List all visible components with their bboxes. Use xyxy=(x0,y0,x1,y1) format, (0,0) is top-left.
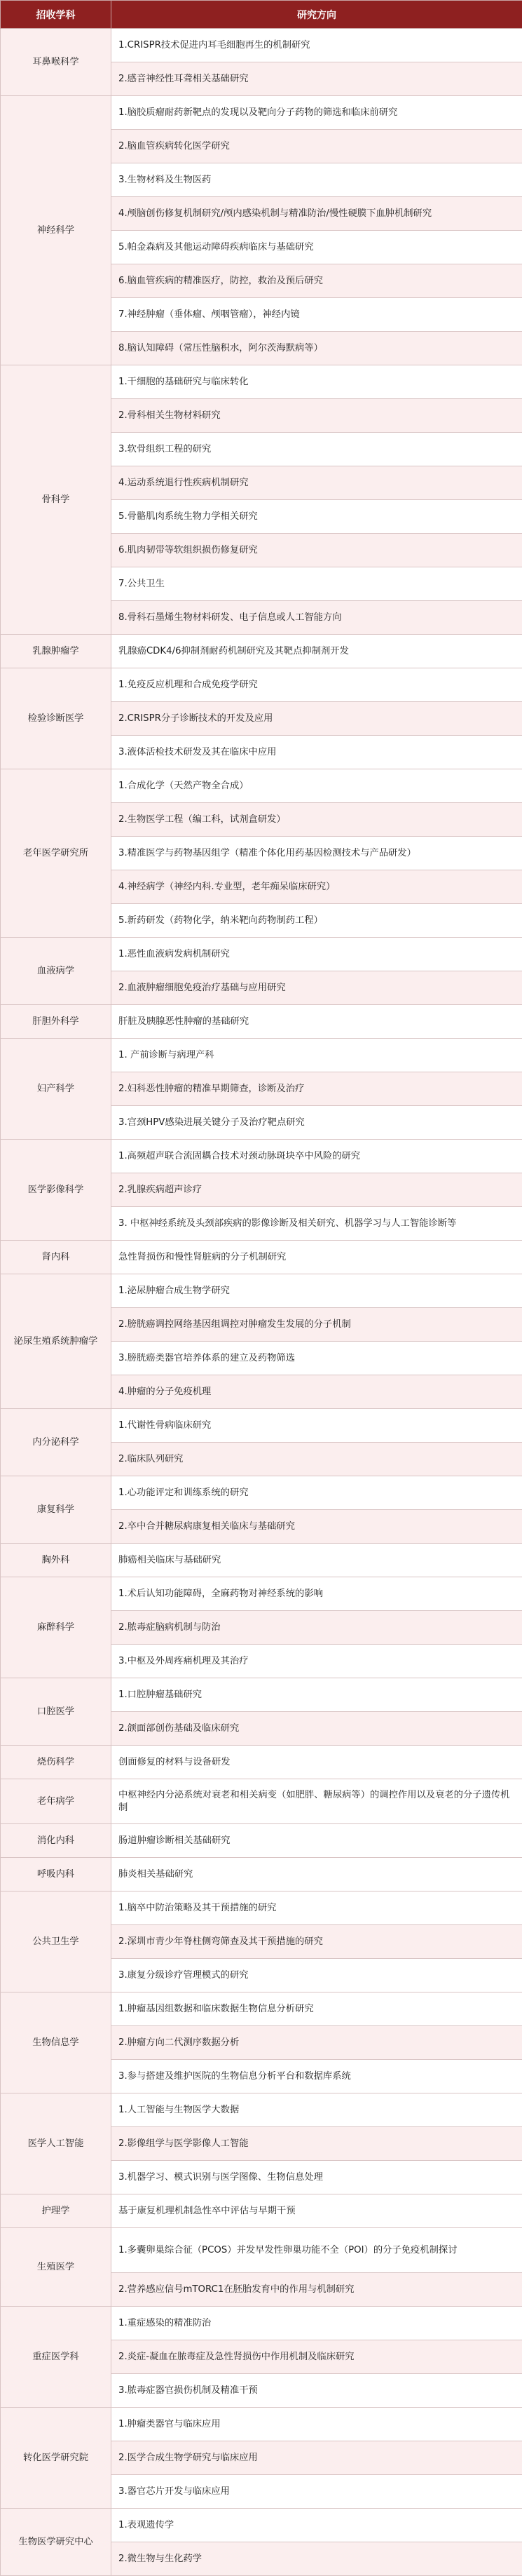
direction-cell: 1.口腔肿瘤基础研究 xyxy=(111,1678,522,1712)
table-row xyxy=(1,1241,522,1274)
table-row xyxy=(1,96,522,130)
direction-cell: 肺炎相关基础研究 xyxy=(111,1858,522,1891)
direction-cell: 6.肌肉韧带等软组织损伤修复研究 xyxy=(111,534,522,567)
direction-cell: 1.肿瘤基因组数据和临床数据生物信息分析研究 xyxy=(111,1992,522,2026)
table-row xyxy=(1,1140,522,1173)
table-row xyxy=(1,1746,522,1779)
direction-cell: 3.机器学习、模式识别与医学图像、生物信息处理 xyxy=(111,2161,522,2194)
direction-cell: 1.表观遗传学 xyxy=(111,2509,522,2542)
table-row xyxy=(1,1824,522,1858)
table-row xyxy=(1,1476,522,1510)
direction-cell: 2.颌面部创伤基础及临床研究 xyxy=(111,1712,522,1746)
direction-cell: 7.公共卫生 xyxy=(111,567,522,601)
table-row xyxy=(1,1779,522,1824)
subject-cell: 消化内科 xyxy=(1,1824,111,1858)
direction-cell: 2.深圳市青少年脊柱侧弯筛查及其干预措施的研究 xyxy=(111,1925,522,1959)
direction-cell: 1.合成化学（天然产物全合成） xyxy=(111,769,522,803)
direction-cell: 2.影像组学与医学影像人工智能 xyxy=(111,2127,522,2161)
direction-cell: 基于康复机理机制急性卒中评估与早期干预 xyxy=(111,2194,522,2228)
table-row xyxy=(1,2408,522,2441)
table-row xyxy=(1,1274,522,1308)
direction-cell: 2.脑血管疾病转化医学研究 xyxy=(111,130,522,163)
direction-cell: 3.脓毒症器官损伤机制及精准干预 xyxy=(111,2374,522,2408)
table-body xyxy=(1,29,522,2576)
subject-cell: 生殖医学 xyxy=(1,2228,111,2307)
direction-cell: 1.干细胞的基础研究与临床转化 xyxy=(111,365,522,399)
direction-cell: 8.骨科石墨烯生物材料研发、电子信息或人工智能方向 xyxy=(111,601,522,635)
direction-cell: 2.感音神经性耳聋相关基础研究 xyxy=(111,62,522,96)
direction-cell: 3.宫颈HPV感染进展关键分子及治疗靶点研究 xyxy=(111,1106,522,1140)
direction-cell: 3.器官芯片开发与临床应用 xyxy=(111,2475,522,2509)
direction-cell: 1.代谢性骨病临床研究 xyxy=(111,1409,522,1443)
table-row xyxy=(1,1039,522,1072)
direction-cell: 2.血液肿瘤细胞免疫治疗基础与应用研究 xyxy=(111,971,522,1005)
table-header-row xyxy=(1,1,522,29)
subject-cell: 生物信息学 xyxy=(1,1992,111,2093)
direction-cell: 1.多囊卵巢综合征（PCOS）并发早发性卵巢功能不全（POI）的分子免疫机制探讨 xyxy=(111,2228,522,2273)
subject-cell: 老年医学研究所 xyxy=(1,769,111,938)
direction-cell: 2.肿瘤方向二代测序数据分析 xyxy=(111,2026,522,2060)
direction-cell: 2.妇科恶性肿瘤的精准早期筛查，诊断及治疗 xyxy=(111,1072,522,1106)
direction-cell: 3. 中枢神经系统及头颈部疾病的影像诊断及相关研究、机器学习与人工智能诊断等 xyxy=(111,1207,522,1241)
subject-cell: 烧伤科学 xyxy=(1,1746,111,1779)
subject-cell: 转化医学研究院 xyxy=(1,2408,111,2509)
subject-cell: 妇产科学 xyxy=(1,1039,111,1140)
direction-cell: 1.恶性血液病发病机制研究 xyxy=(111,938,522,971)
subject-cell: 神经科学 xyxy=(1,96,111,365)
direction-cell: 创面修复的材料与设备研发 xyxy=(111,1746,522,1779)
direction-cell: 5.骨骼肌肉系统生物力学相关研究 xyxy=(111,500,522,534)
table-row xyxy=(1,1409,522,1443)
direction-cell: 1.泌尿肿瘤合成生物学研究 xyxy=(111,1274,522,1308)
table-row xyxy=(1,2194,522,2228)
table-row xyxy=(1,1005,522,1039)
direction-cell: 1.术后认知功能障碍，全麻药物对神经系统的影响 xyxy=(111,1577,522,1611)
direction-cell: 1.脑胶质瘤耐药新靶点的发现以及靶向分子药物的筛选和临床前研究 xyxy=(111,96,522,130)
subject-cell: 老年病学 xyxy=(1,1779,111,1824)
direction-cell: 3.生物材料及生物医药 xyxy=(111,163,522,197)
table-row xyxy=(1,635,522,668)
direction-cell: 5.帕金森病及其他运动障碍疾病临床与基础研究 xyxy=(111,231,522,264)
direction-cell: 乳腺癌CDK4/6抑制剂耐药机制研究及其靶点抑制剂开发 xyxy=(111,635,522,668)
subject-cell: 内分泌科学 xyxy=(1,1409,111,1476)
direction-cell: 3.膀胱癌类器官培养体系的建立及药物筛选 xyxy=(111,1342,522,1375)
direction-cell: 3.液体活检技术研发及其在临床中应用 xyxy=(111,736,522,769)
direction-cell: 2.临床队列研究 xyxy=(111,1443,522,1476)
table-row xyxy=(1,2093,522,2127)
subject-cell: 口腔医学 xyxy=(1,1678,111,1746)
subject-cell: 泌尿生殖系统肿瘤学 xyxy=(1,1274,111,1409)
table-row xyxy=(1,1992,522,2026)
direction-cell: 2.乳腺疾病超声诊疗 xyxy=(111,1173,522,1207)
direction-cell: 中枢神经内分泌系统对衰老和相关病变（如肥胖、糖尿病等）的调控作用以及衰老的分子遗传机制 xyxy=(111,1779,522,1824)
table-row xyxy=(1,1577,522,1611)
direction-cell: 1. 产前诊断与病理产科 xyxy=(111,1039,522,1072)
direction-cell: 肺癌相关临床与基础研究 xyxy=(111,1544,522,1577)
direction-cell: 2.骨科相关生物材料研究 xyxy=(111,399,522,433)
subject-cell: 乳腺肿瘤学 xyxy=(1,635,111,668)
direction-cell: 1.免疫反应机理和合成免疫学研究 xyxy=(111,668,522,702)
direction-cell: 1.人工智能与生物医学大数据 xyxy=(111,2093,522,2127)
subject-cell: 肝胆外科学 xyxy=(1,1005,111,1039)
direction-cell: 1.心功能评定和训练系统的研究 xyxy=(111,1476,522,1510)
table-row xyxy=(1,2307,522,2340)
direction-cell: 4.颅脑创伤修复机制研究/颅内感染机制与精准防治/慢性硬膜下血肿机制研究 xyxy=(111,197,522,231)
subject-cell: 肾内科 xyxy=(1,1241,111,1274)
table-row xyxy=(1,365,522,399)
table-row xyxy=(1,1891,522,1925)
direction-cell: 2.卒中合并糖尿病康复相关临床与基础研究 xyxy=(111,1510,522,1544)
direction-cell: 2.生物医学工程（编工科，试剂盒研发） xyxy=(111,803,522,837)
subject-cell: 康复科学 xyxy=(1,1476,111,1544)
direction-cell: 肠道肿瘤诊断相关基础研究 xyxy=(111,1824,522,1858)
direction-cell: 2.CRISPR分子诊断技术的开发及应用 xyxy=(111,702,522,736)
direction-cell: 1.肿瘤类器官与临床应用 xyxy=(111,2408,522,2441)
direction-cell: 7.神经肿瘤（垂体瘤、颅咽管瘤），神经内镜 xyxy=(111,298,522,332)
direction-cell: 2.炎症-凝血在脓毒症及急性肾损伤中作用机制及临床研究 xyxy=(111,2340,522,2374)
table-row xyxy=(1,938,522,971)
direction-cell: 3.参与搭建及维护医院的生物信息分析平台和数据库系统 xyxy=(111,2060,522,2093)
table-row xyxy=(1,668,522,702)
subject-cell: 麻醉科学 xyxy=(1,1577,111,1678)
direction-cell: 3.软骨组织工程的研究 xyxy=(111,433,522,466)
direction-cell: 急性肾损伤和慢性肾脏病的分子机制研究 xyxy=(111,1241,522,1274)
table-row xyxy=(1,29,522,62)
direction-cell: 3.精准医学与药物基因组学（精准个体化用药基因检测技术与产品研发） xyxy=(111,837,522,870)
subject-cell: 检验诊断医学 xyxy=(1,668,111,769)
subject-cell: 医学影像科学 xyxy=(1,1140,111,1241)
subject-cell: 耳鼻喉科学 xyxy=(1,29,111,96)
subject-cell: 生物医学研究中心 xyxy=(1,2509,111,2576)
direction-cell: 肝脏及胰腺恶性肿瘤的基础研究 xyxy=(111,1005,522,1039)
table-row xyxy=(1,1544,522,1577)
direction-cell: 2.医学合成生物学研究与临床应用 xyxy=(111,2441,522,2475)
subject-cell: 医学人工智能 xyxy=(1,2093,111,2194)
direction-cell: 4.肿瘤的分子免疫机理 xyxy=(111,1375,522,1409)
direction-cell: 2.膀胱癌调控网络基因组调控对肿瘤发生发展的分子机制 xyxy=(111,1308,522,1342)
direction-cell: 3.中枢及外周疼痛机理及其治疗 xyxy=(111,1645,522,1678)
header-direction: 研究方向 xyxy=(111,1,522,29)
direction-cell: 1.重症感染的精准防治 xyxy=(111,2307,522,2340)
table-row xyxy=(1,769,522,803)
direction-cell: 8.脑认知障碍（常压性脑积水，阿尔茨海默病等） xyxy=(111,332,522,365)
subject-cell: 重症医学科 xyxy=(1,2307,111,2408)
table-row xyxy=(1,1678,522,1712)
subject-cell: 血液病学 xyxy=(1,938,111,1005)
table-row xyxy=(1,2228,522,2273)
direction-cell: 2.微生物与生化药学 xyxy=(111,2542,522,2576)
table-row xyxy=(1,1858,522,1891)
direction-cell: 5.新药研发（药物化学，纳米靶向药物制药工程） xyxy=(111,904,522,938)
direction-cell: 2.营养感应信号mTORC1在胚胎发育中的作用与机制研究 xyxy=(111,2273,522,2307)
subject-cell: 公共卫生学 xyxy=(1,1891,111,1992)
header-subject: 招收学科 xyxy=(1,1,111,29)
table-row xyxy=(1,2509,522,2542)
direction-cell: 2.脓毒症脑病机制与防治 xyxy=(111,1611,522,1645)
direction-cell: 4.运动系统退行性疾病机制研究 xyxy=(111,466,522,500)
subject-cell: 骨科学 xyxy=(1,365,111,635)
direction-cell: 1.脑卒中防治策略及其干预措施的研究 xyxy=(111,1891,522,1925)
direction-cell: 4.神经病学（神经内科.专业型，老年痴呆临床研究） xyxy=(111,870,522,904)
direction-cell: 1.高频超声联合流固耦合技术对颈动脉斑块卒中风险的研究 xyxy=(111,1140,522,1173)
subject-cell: 护理学 xyxy=(1,2194,111,2228)
direction-cell: 6.脑血管疾病的精准医疗，防控，救治及预后研究 xyxy=(111,264,522,298)
direction-cell: 3.康复分级诊疗管理模式的研究 xyxy=(111,1959,522,1992)
subject-cell: 胸外科 xyxy=(1,1544,111,1577)
direction-cell: 1.CRISPR技术促进内耳毛细胞再生的机制研究 xyxy=(111,29,522,62)
subject-cell: 呼吸内科 xyxy=(1,1858,111,1891)
